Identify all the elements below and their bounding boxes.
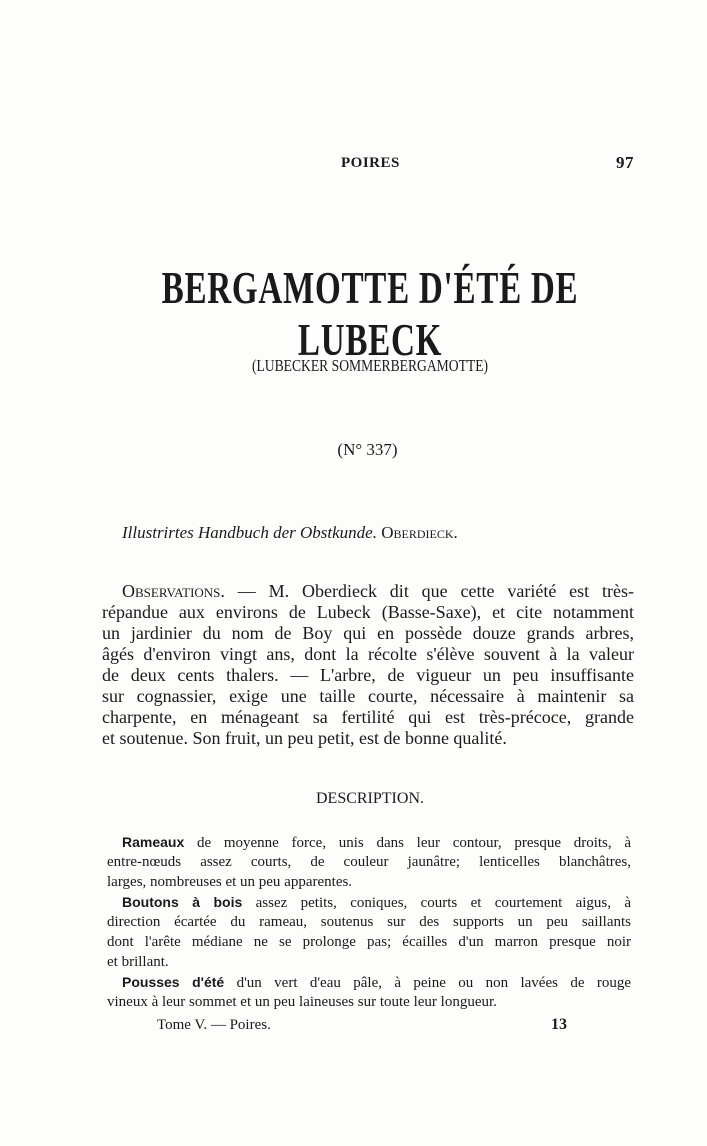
text-line: répandue aux environs de Lubeck (Basse-Saxe), et cite notamment [102,602,634,622]
text-line: vineux à leur sommet et un peu laineuses sur toute leur longueur. [107,994,497,1010]
text-span: de moyenne force, unis dans leur contour, presque droits, à [184,835,631,851]
observations-label: Observations. [122,581,225,601]
text-span: assez petits, coniques, courts et courtement aigus, à [242,895,631,911]
page-title: BERGAMOTTE D'ÉTÉ DE LUBECK [161,262,579,365]
footer-volume: Tome V. — Poires. [157,1017,271,1033]
text-line: et soutenue. Son fruit, un peu petit, est de bonne qualité. [102,728,507,748]
citation-work: Illustrirtes Handbuch der Obstkunde. [122,523,377,542]
footer-signature: 13 [551,1016,567,1033]
text-line: charpente, en ménageant sa fertilité qui est très-précoce, grande [102,707,634,727]
text-line: larges, nombreuses et un peu apparentes. [107,874,353,890]
text-line: direction écartée du rameau, soutenus sur des supports un peu saillants [107,914,631,930]
text-line [122,894,631,912]
text-line [122,974,631,992]
variety-number: (N° 337) [337,440,398,459]
running-header-section: POIRES [341,155,400,171]
term-boutons: Boutons à bois [122,894,243,910]
text-line: entre-nœuds assez courts, de couleur jaunâtre; lenticelles blanchâtres, [107,854,631,870]
text-line: un jardinier du nom de Boy qui en possède douze grands arbres, [102,623,634,643]
term-pousses: Pousses d'été [122,974,225,990]
term-rameaux: Rameaux [122,834,185,850]
subtitle: (LUBECKER SOMMERBERGAMOTTE) [251,356,489,375]
citation-author: Oberdieck. [381,523,458,542]
text-line: et brillant. [107,954,169,970]
page-number: 97 [616,153,634,172]
text-line: dont l'arête médiane ne se prolonge pas; écailles d'un marron presque noir [107,934,631,950]
text-line [122,582,634,601]
text-line: sur cognassier, exige une taille courte, nécessaire à maintenir sa [102,686,634,706]
text-line [122,834,631,852]
text-span: — M. Oberdieck dit que cette variété est très- [224,581,634,601]
text-line: de deux cents thalers. — L'arbre, de vigueur un peu insuffisante [102,665,634,685]
citation [122,523,458,543]
description-heading: DESCRIPTION. [315,790,424,807]
text-line: âgés d'environ vingt ans, dont la récolte s'élève souvent à la valeur [102,644,634,664]
text-span: d'un vert d'eau pâle, à peine ou non lavées de rouge [224,975,632,991]
